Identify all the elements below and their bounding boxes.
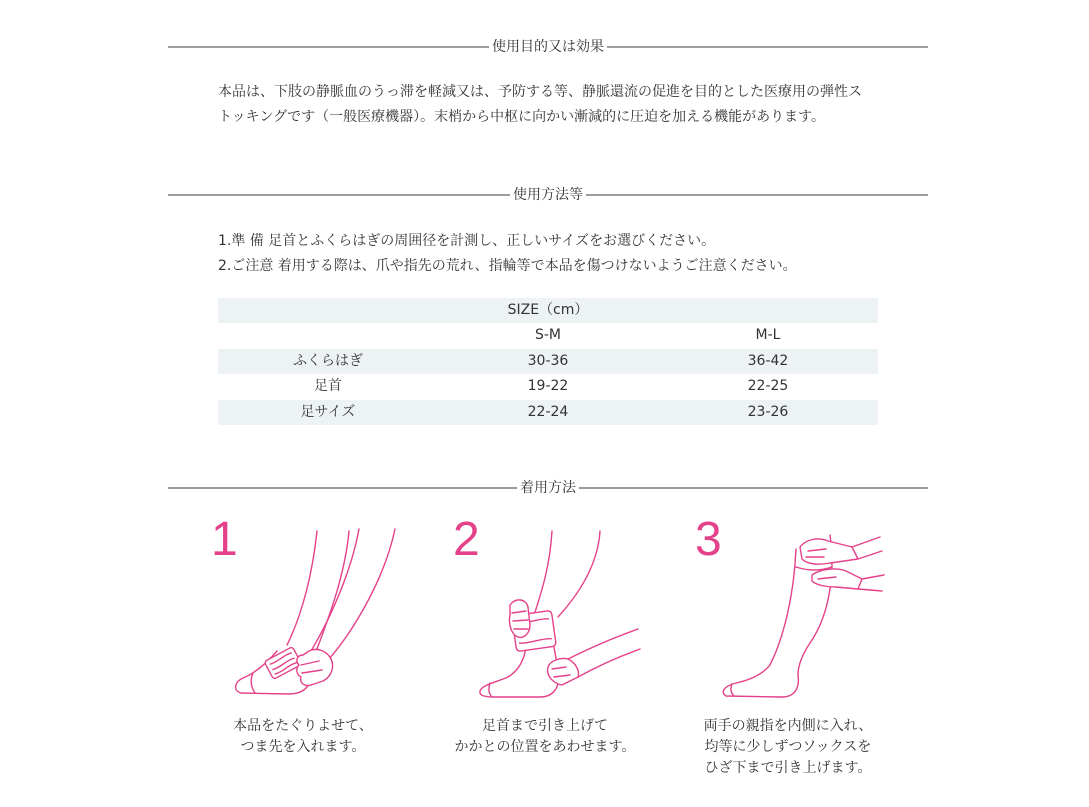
table-row	[218, 400, 878, 425]
table-cell: 30-36	[438, 349, 658, 374]
caption-line: 本品をたぐりよせて、	[233, 718, 373, 734]
caption-line: つま先を入れます。	[240, 739, 366, 755]
usage-line-caution: 2.ご注意 着用する際は、爪や指先の荒れ、指輪等で本品を傷つけないようご注意ください。	[218, 258, 797, 274]
table-cell: 19-22	[527, 378, 569, 395]
step-caption	[678, 716, 898, 779]
wearing-title: 着用方法	[517, 478, 579, 498]
size-table	[218, 298, 878, 425]
gather-stocking-insert-toes-illustration	[225, 525, 405, 705]
caption-line: かかとの位置をあわせます。	[454, 739, 636, 755]
purpose-line: トッキングです（一般医療機器）。末梢から中枢に向かい漸減的に圧迫を加える機能があります。	[218, 109, 826, 125]
right-arm-and-hand	[548, 629, 640, 685]
gathered-stocking-band	[264, 647, 302, 680]
usage-section-header	[168, 185, 928, 205]
purpose-section-header	[168, 37, 928, 57]
table-cell: 23-26	[658, 400, 878, 425]
pull-to-ankle-align-heel-illustration	[470, 525, 650, 705]
step-number: 1	[211, 513, 238, 566]
step-caption	[193, 716, 413, 758]
caption-line: 足首まで引き上げて	[482, 718, 608, 734]
step-number: 3	[695, 513, 722, 566]
caption-line: 均等に少しずつソックスを	[704, 739, 872, 755]
step-caption	[435, 716, 655, 758]
purpose-line: 本品は、下肢の静脈血のうっ滞を軽減又は、予防する等、静脈還流の促進を目的とした医療用の弾性ス	[218, 84, 862, 100]
table-cell: 22-24	[438, 400, 658, 425]
usage-instructions	[218, 229, 797, 279]
usage-line-preparation: 1.準 備 足首とふくらはぎの周囲径を計測し、正しいサイズをお選びください。	[218, 233, 716, 249]
table-cell: 36-42	[658, 349, 878, 374]
size-header-m-l: M-L	[755, 327, 781, 344]
row-label: ふくらはぎ	[218, 349, 438, 374]
usage-title: 使用方法等	[510, 185, 586, 205]
size-table-corner-cell	[218, 323, 438, 348]
purpose-title: 使用目的又は効果	[489, 37, 607, 57]
wearing-section-header	[168, 478, 928, 498]
row-label: 足首	[313, 378, 342, 395]
table-row	[218, 374, 878, 399]
caption-line: 両手の親指を内側に入れ、	[703, 718, 873, 734]
pull-up-below-knee-illustration	[712, 525, 892, 705]
caption-line: ひざ下まで引き上げます。	[704, 760, 872, 776]
size-header-s-m: S-M	[534, 327, 561, 344]
table-row	[218, 349, 878, 374]
step-number: 2	[453, 513, 480, 566]
size-table-header-row	[218, 323, 878, 348]
size-table-caption-row	[218, 298, 878, 323]
purpose-paragraph	[218, 80, 862, 130]
left-hand	[509, 600, 530, 637]
table-cell: 22-25	[747, 378, 789, 395]
row-label: 足サイズ	[218, 400, 438, 425]
size-table-caption: SIZE（cm）	[218, 298, 878, 323]
